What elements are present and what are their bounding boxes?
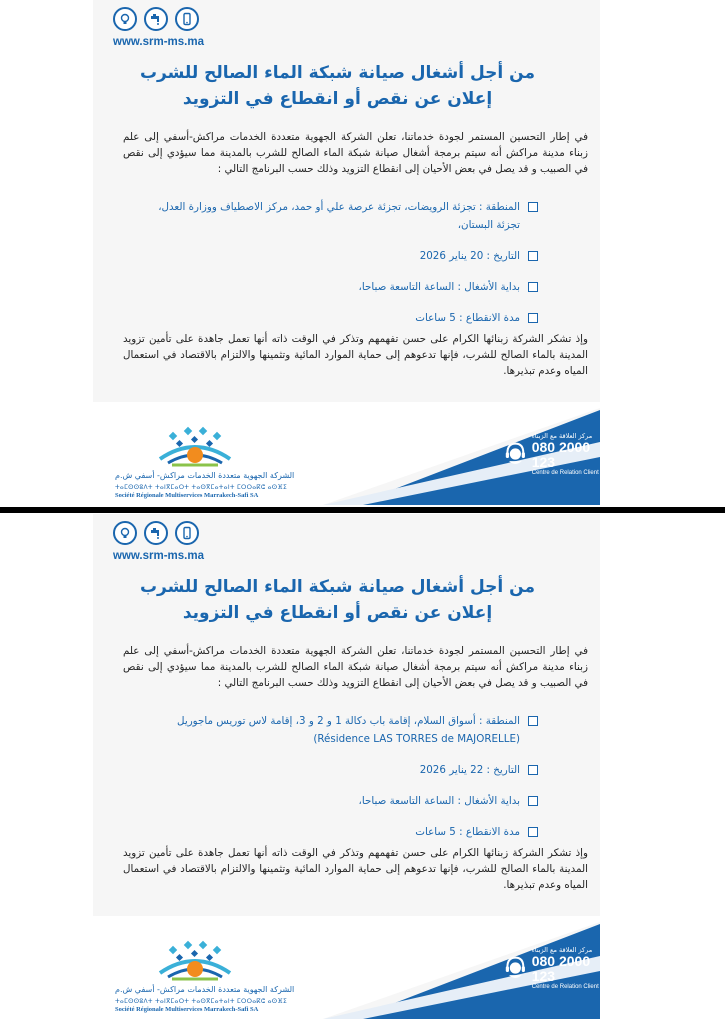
schedule-list	[138, 198, 538, 340]
checkbox-icon	[528, 282, 538, 292]
helpdesk-label-fr: Centre de Relation Client	[531, 470, 599, 476]
header-icons	[113, 7, 199, 31]
item-date: التاريخ : 22 يناير 2026	[419, 764, 520, 776]
logo-mark-icon	[150, 939, 240, 985]
title-line-1: من أجل أشغال صيانة شبكة الماء الصالح للشرب	[139, 577, 535, 597]
logo-mark-icon	[150, 425, 240, 471]
item-start: بداية الأشغال : الساعة التاسعة صباحا،	[358, 795, 520, 807]
list-item	[138, 198, 538, 234]
header-icons	[113, 521, 199, 545]
item-zone: المنطقة : تجزئة الرويضات، تجزئة عرصة علي أو حمد، مركز الاصطياف ووزارة العدل، تجزئة البستان،	[158, 201, 520, 231]
lightbulb-icon	[113, 521, 137, 545]
title-line-2: إعلان عن نقص أو انقطاع في التزويد	[182, 603, 493, 623]
list-item	[138, 823, 538, 841]
checkbox-icon	[528, 827, 538, 837]
item-date: التاريخ : 20 يناير 2026	[419, 250, 520, 262]
notice-card	[93, 0, 600, 505]
water-tap-icon	[144, 521, 168, 545]
logo-name-tz: ⵜⴰⵎⵙⵙⵓⴷⵜ ⵜⴰⵏⴳⵎⴰⵔⵜ ⵜⴰⵙⴳⵎⴰⵜⴰⵏⵜ ⵎⵔⵔⴰⴽⵛ ⴰⵙⴼⵉ	[115, 484, 288, 491]
item-zone: المنطقة : أسواق السلام، إقامة باب دكالة 1 و 2 و 3، إقامة لاس توريس ماجوريل (Résidence LAS TORRES de MAJORELLE)	[177, 715, 520, 745]
list-item	[138, 278, 538, 296]
list-item	[138, 761, 538, 779]
company-logo	[115, 939, 355, 1019]
item-duration: مدة الانقطاع : 5 ساعات	[415, 312, 520, 324]
separator-bar	[0, 507, 725, 513]
notice-title	[140, 574, 535, 626]
company-logo	[115, 425, 355, 505]
phone-icon	[175, 521, 199, 545]
checkbox-icon	[528, 796, 538, 806]
water-tap-icon	[144, 7, 168, 31]
item-duration: مدة الانقطاع : 5 ساعات	[415, 826, 520, 838]
helpdesk-badge	[505, 946, 600, 990]
notice-title	[140, 60, 535, 112]
closing-paragraph: وإذ تشكر الشركة زبنائها الكرام على حسن تفهمهم وتذكر في الوقت ذاته أنها تعمل جاهدة على تأمين تزويد المدينة بالماء الصالح للشرب، فإنها تدعوهم إلى حماية الموارد المائية وتثمينها والالتزام بالاقتصاد في استعمال المياه وعدم تبذيرها.	[123, 333, 588, 377]
lightbulb-icon	[113, 7, 137, 31]
list-item	[138, 309, 538, 327]
website-url[interactable]: www.srm-ms.ma	[113, 36, 204, 48]
checkbox-icon	[528, 251, 538, 261]
title-line-2: إعلان عن نقص أو انقطاع في التزويد	[182, 89, 493, 109]
schedule-list	[138, 712, 538, 854]
logo-name-fr: Société Régionale Multiservices Marrakech-Safi SA	[115, 1006, 259, 1013]
helpdesk-label-ar: مركز العلاقة مع الزبناء	[531, 946, 593, 954]
logo-name-tz: ⵜⴰⵎⵙⵙⵓⴷⵜ ⵜⴰⵏⴳⵎⴰⵔⵜ ⵜⴰⵙⴳⵎⴰⵜⴰⵏⵜ ⵎⵔⵔⴰⴽⵛ ⴰⵙⴼⵉ	[115, 998, 288, 1005]
logo-name-fr: Société Régionale Multiservices Marrakech-Safi SA	[115, 492, 259, 499]
helpdesk-number[interactable]: 080 2000 123	[531, 953, 591, 984]
intro-paragraph: في إطار التحسين المستمر لجودة خدماتنا، تعلن الشركة الجهوية متعددة الخدمات مراكش-أسفي إلى علم زبناء مدينة مراكش أنه سيتم برمجة أشغال صيانة شبكة الماء الصالح للشرب بالمدينة مما سيؤدي إلى نقص في الصبيب و قد يصل في بعض الأحيان إلى انقطاع التزويد وذلك حسب البرنامج التالي :	[123, 645, 588, 689]
helpdesk-number[interactable]: 080 2000 123	[531, 439, 591, 470]
closing-paragraph: وإذ تشكر الشركة زبنائها الكرام على حسن تفهمهم وتذكر في الوقت ذاته أنها تعمل جاهدة على تأمين تزويد المدينة بالماء الصالح للشرب، فإنها تدعوهم إلى حماية الموارد المائية وتثمينها والالتزام بالاقتصاد في استعمال المياه وعدم تبذيرها.	[123, 847, 588, 891]
list-item	[138, 792, 538, 810]
helpdesk-label-fr: Centre de Relation Client	[531, 984, 599, 990]
website-url[interactable]: www.srm-ms.ma	[113, 550, 204, 562]
item-start: بداية الأشغال : الساعة التاسعة صباحا،	[358, 281, 520, 293]
phone-icon	[175, 7, 199, 31]
list-item	[138, 247, 538, 265]
checkbox-icon	[528, 202, 538, 212]
checkbox-icon	[528, 313, 538, 323]
headset-agent-icon	[505, 953, 526, 983]
logo-name-ar: الشركة الجهوية متعددة الخدمات مراكش- أسفي ش.م	[115, 985, 295, 994]
notice-card	[93, 514, 600, 1019]
intro-paragraph: في إطار التحسين المستمر لجودة خدماتنا، تعلن الشركة الجهوية متعددة الخدمات مراكش-أسفي إلى علم زبناء مدينة مراكش أنه سيتم برمجة أشغال صيانة شبكة الماء الصالح للشرب بالمدينة مما سيؤدي إلى نقص في الصبيب و قد يصل في بعض الأحيان إلى انقطاع التزويد وذلك حسب البرنامج التالي :	[123, 131, 588, 175]
headset-agent-icon	[505, 439, 526, 469]
helpdesk-label-ar: مركز العلاقة مع الزبناء	[531, 432, 593, 440]
logo-name-ar: الشركة الجهوية متعددة الخدمات مراكش- أسفي ش.م	[115, 471, 295, 480]
checkbox-icon	[528, 765, 538, 775]
title-line-1: من أجل أشغال صيانة شبكة الماء الصالح للشرب	[139, 63, 535, 83]
checkbox-icon	[528, 716, 538, 726]
helpdesk-badge	[505, 432, 600, 476]
list-item	[138, 712, 538, 748]
